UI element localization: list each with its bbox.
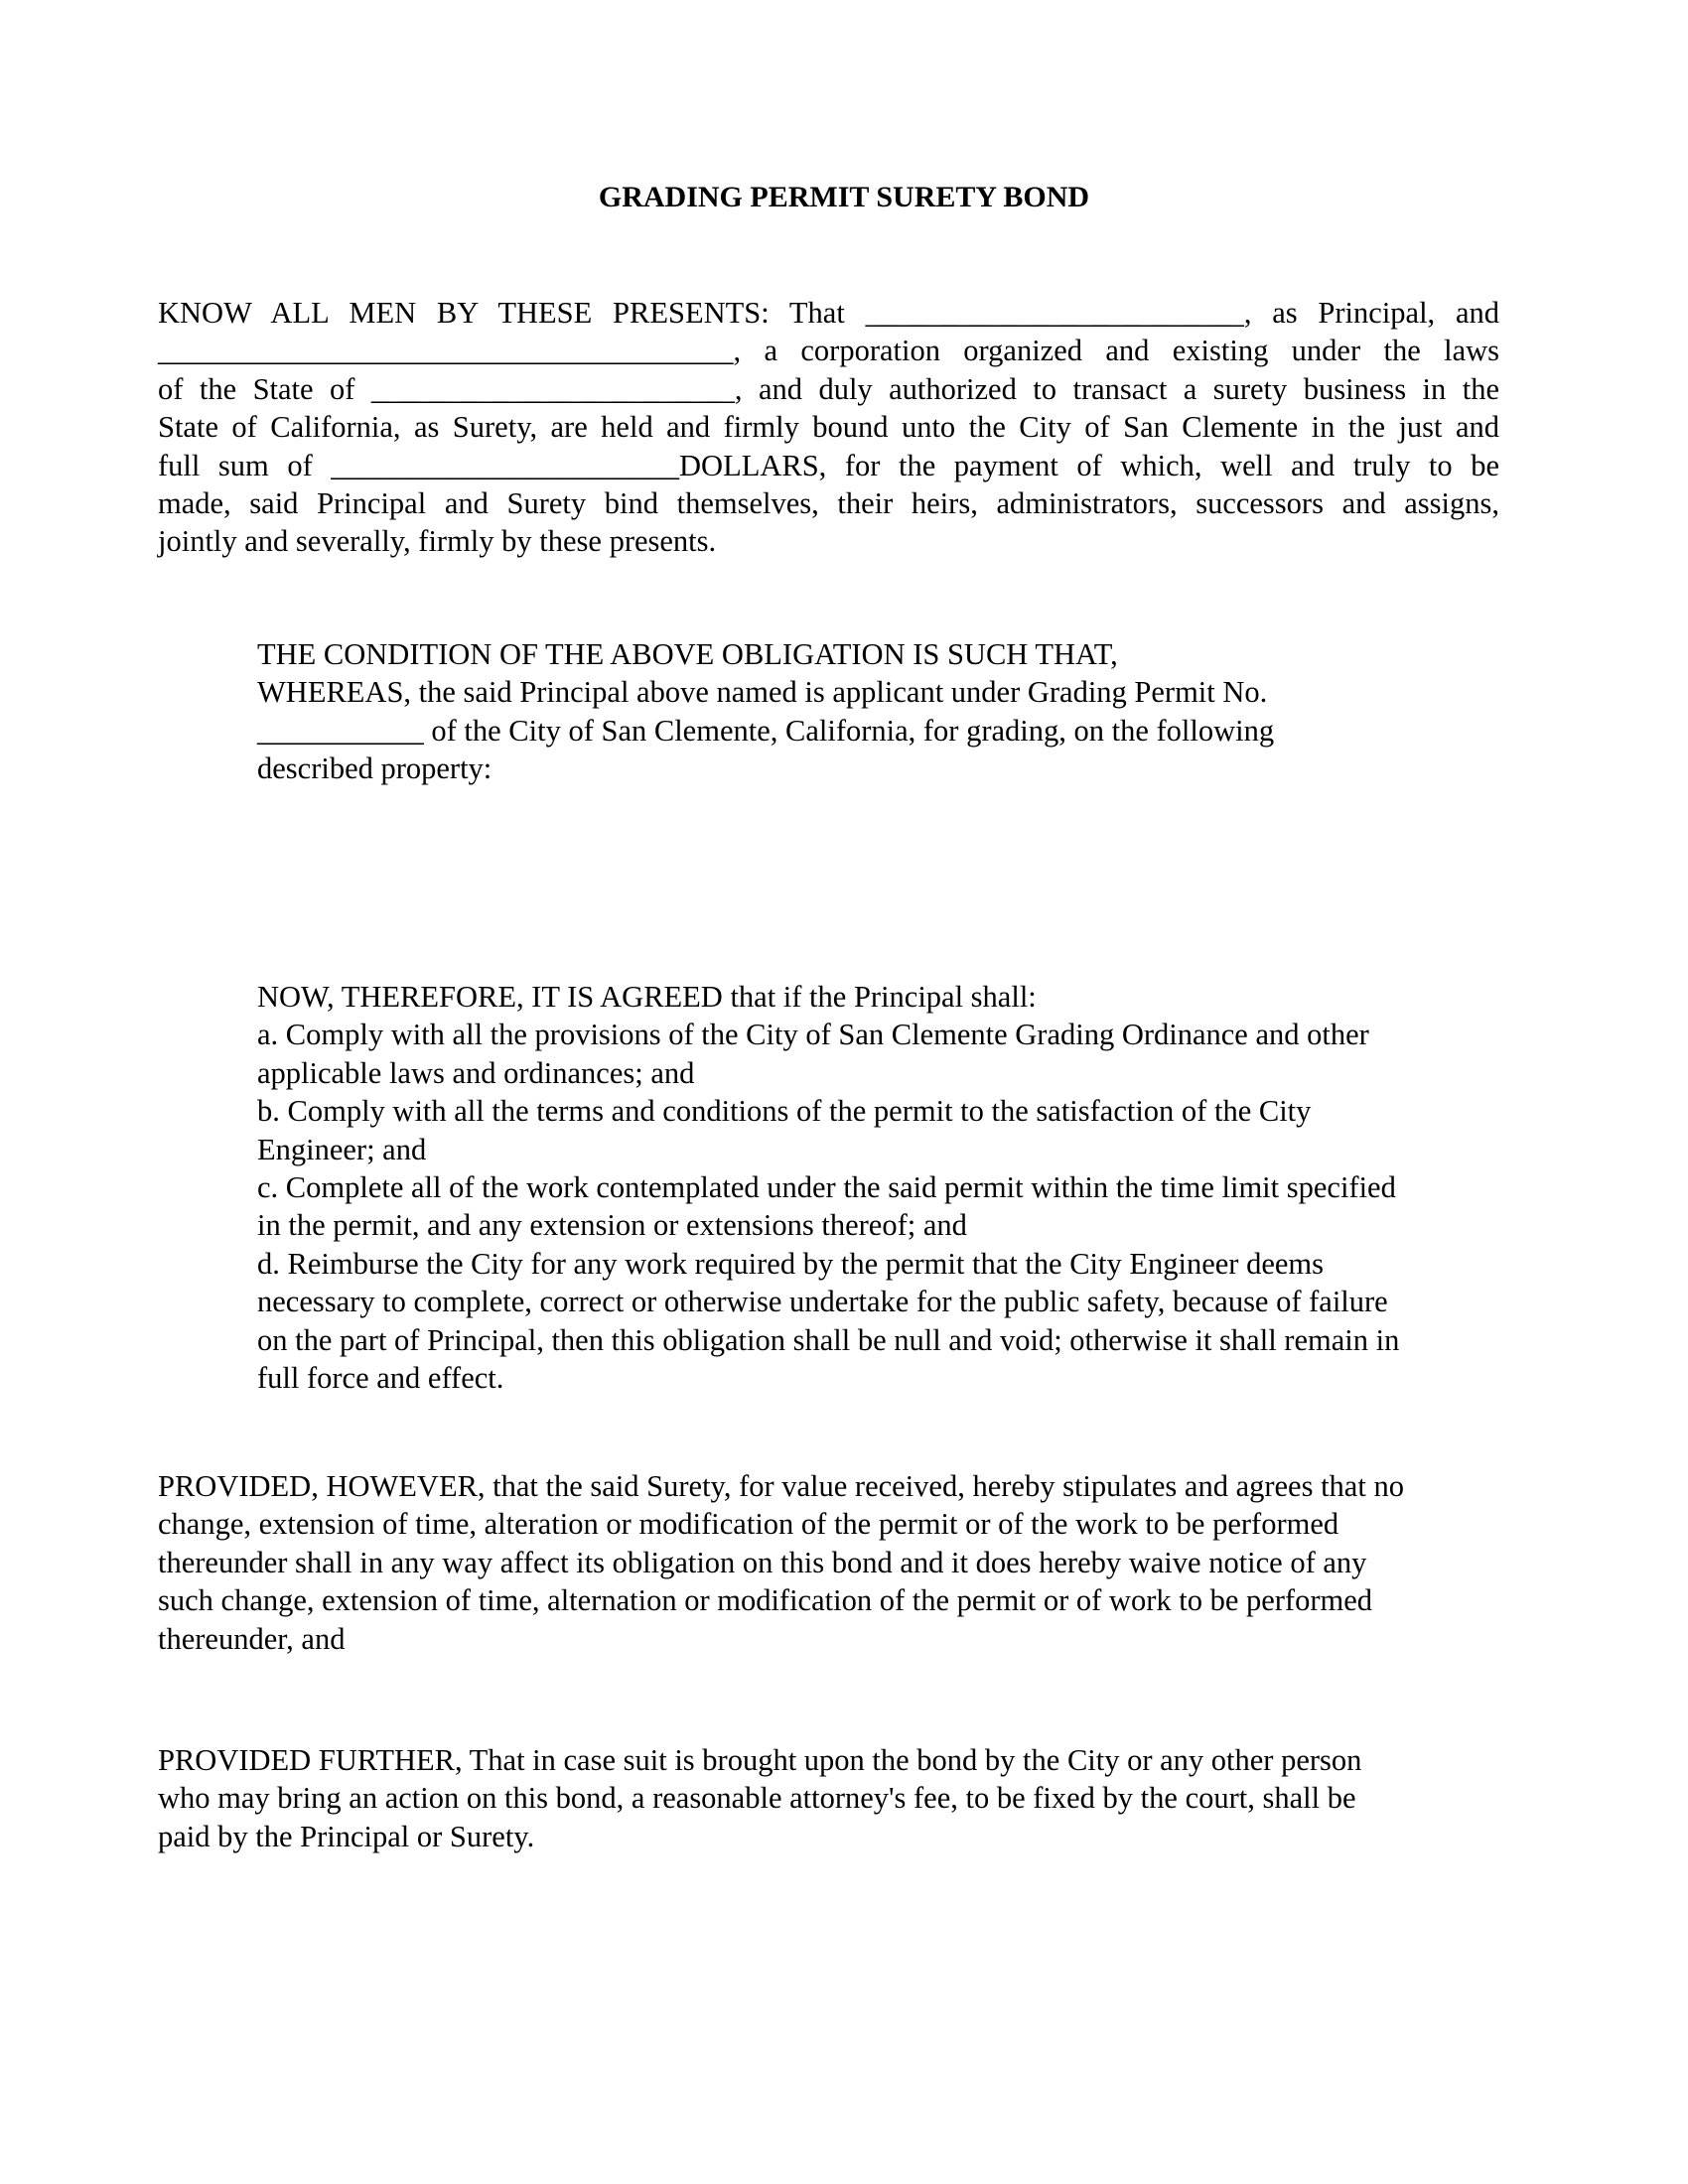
paragraph-line: on the part of Principal, then this obligation shall be null and void; otherwise it shall remain in [257,1322,1400,1357]
paragraph-line: thereunder shall in any way affect its obligation on this bond and it does hereby waive notice of any [158,1545,1367,1579]
paragraph-line: made, said Principal and Surety bind themselves, their heirs, administrators, successors and assigns, [158,485,1499,520]
paragraph-line: thereunder, and [158,1621,346,1656]
paragraph-line: PROVIDED FURTHER, That in case suit is brought upon the bond by the City or any other person [158,1743,1362,1777]
document-title: GRADING PERMIT SURETY BOND [598,181,1090,213]
know-all-men-paragraph [158,294,1499,561]
paragraph-line: State of California, as Surety, are held and firmly bound unto the City of San Clemente in the just and [158,410,1499,445]
provided-however-paragraph [158,1467,1519,1658]
paragraph-line: who may bring an action on this bond, a reasonable attorney's fee, to be fixed by the court, shall be [158,1781,1356,1816]
paragraph-line: such change, extension of time, alternation or modification of the permit or of work to be performed [158,1583,1373,1618]
paragraph-line: WHEREAS, the said Principal above named is applicant under Grading Permit No. [257,675,1268,710]
paragraph-line: PROVIDED, HOWEVER, that the said Surety, for value received, hereby stipulates and agrees that no [158,1469,1404,1503]
paragraph-line: change, extension of time, alteration or modification of the permit or of the work to be performed [158,1507,1339,1542]
paragraph-line: jointly and severally, firmly by these presents. [158,524,717,559]
paragraph-line: d. Reimburse the City for any work required by the permit that the City Engineer deems [257,1246,1325,1281]
paragraph-line: c. Complete all of the work contemplated under the said permit within the time limit specified [257,1169,1396,1204]
paragraph-line: Engineer; and [257,1132,427,1166]
paragraph-line: ___________ of the City of San Clemente, California, for grading, on the following [257,713,1275,748]
paragraph-line: THE CONDITION OF THE ABOVE OBLIGATION IS SUCH THAT, [257,637,1118,671]
paragraph-line: of the State of ________________________, and duly authorized to transact a surety business in the [158,371,1499,406]
paragraph-line: in the permit, and any extension or extensions thereof; and [257,1208,967,1243]
paragraph-line: full sum of _______________________DOLLARS, for the payment of which, well and truly to be [158,448,1499,482]
paragraph-line: b. Comply with all the terms and conditions of the permit to the satisfaction of the City [257,1094,1312,1129]
paragraph-line: paid by the Principal or Surety. [158,1819,535,1853]
paragraph-line: described property: [257,751,492,786]
paragraph-line: NOW, THEREFORE, IT IS AGREED that if the Principal shall: [257,980,1037,1014]
paragraph-line: full force and effect. [257,1360,504,1395]
paragraph-line: applicable laws and ordinances; and [257,1055,695,1090]
condition-paragraph [257,635,1499,788]
now-therefore-paragraph [257,978,1499,1397]
paragraph-line: KNOW ALL MEN BY THESE PRESENTS: That _________________________, as Principal, and [158,296,1499,330]
provided-further-paragraph [158,1741,1519,1855]
paragraph-line: a. Comply with all the provisions of the City of San Clemente Grading Ordinance and other [257,1018,1369,1052]
paragraph-line: necessary to complete, correct or otherwise undertake for the public safety, because of failure [257,1285,1388,1319]
paragraph-line: ______________________________________, a corporation organized and existing under the laws [158,334,1499,368]
